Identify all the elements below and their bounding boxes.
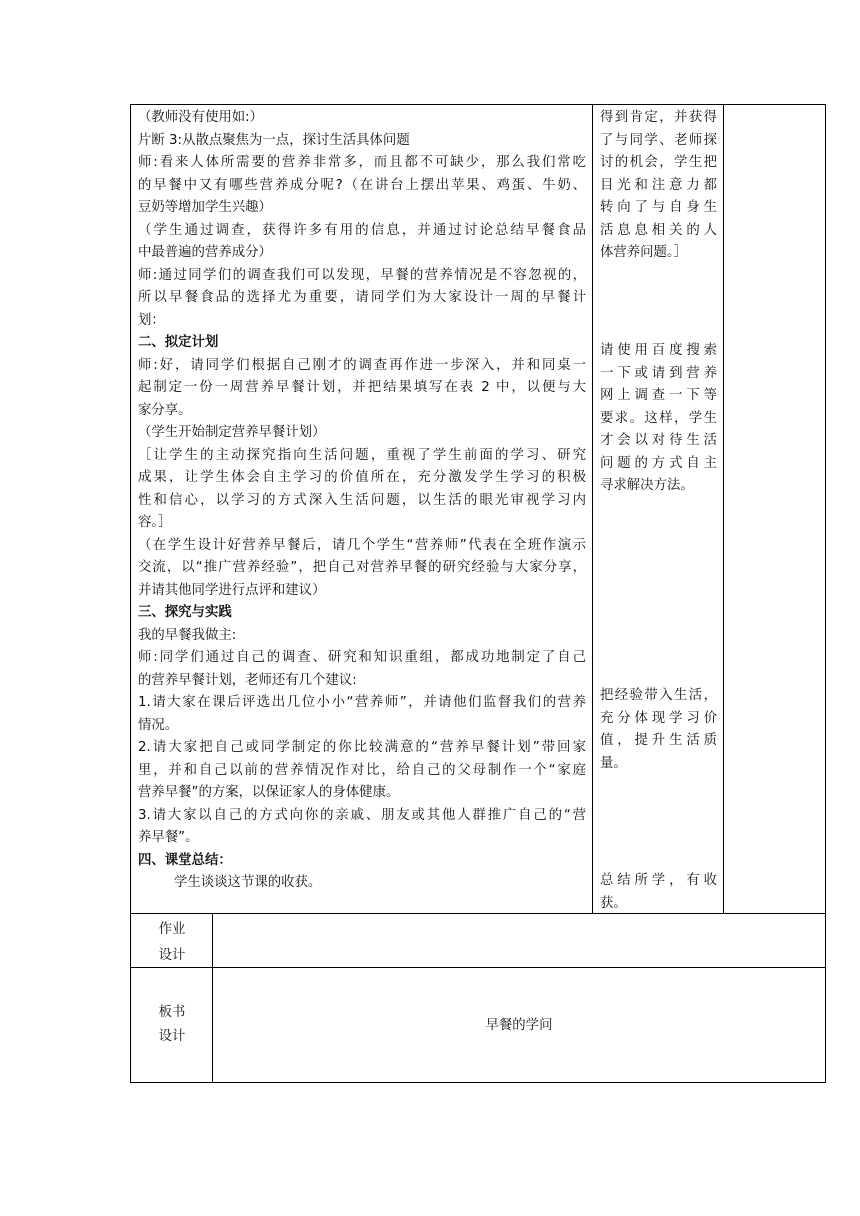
note-line: 要求。这样，学生 [600, 410, 717, 426]
process-line: 容。］ [138, 515, 172, 530]
teaching-process-row [130, 104, 826, 914]
note-line: 总结所学，有收 [600, 873, 717, 888]
note-line: 充分体现学习价 [600, 710, 717, 726]
note-line: 了与同学、老师探 [600, 132, 717, 148]
note-line: 转向了与自身生 [600, 200, 717, 215]
process-line: 师:同学们通过自己的调查、研究和知识重组，都成功地制定了自己 [138, 650, 586, 665]
note-line: 体营养问题。］ [600, 245, 688, 260]
process-line: 2.请大家把自己或同学制定的你比较满意的“营养早餐计划”带回家 [138, 740, 586, 755]
board-title: 早餐的学问 [485, 1018, 553, 1033]
note-line: 量。 [600, 755, 627, 771]
design-intent-cell [593, 105, 724, 913]
note-line: 得到肯定，并获得 [600, 110, 717, 125]
section-heading: 三、探究与实践 [138, 605, 232, 620]
process-line: （教师没有使用如:） [138, 110, 264, 125]
note-line: 寻求解决方法。 [600, 478, 694, 493]
note-line: 问题的方式自主 [600, 455, 717, 471]
note-line: 网上调查一下等 [600, 388, 717, 403]
process-line: 所以早餐食品的选择尤为重要，请同学们为大家设计一周的早餐计 [138, 290, 586, 305]
process-line: 的营养早餐计划，老师还有几个建议: [138, 672, 357, 688]
board-label-cell [131, 968, 213, 1082]
design-note-1 [600, 107, 717, 265]
design-note-3 [600, 685, 717, 775]
process-line: 我的早餐我做主: [138, 627, 237, 643]
blank-column-cell [724, 105, 825, 913]
process-line: 师:好，请同学们根据自己刚才的调查再作进一步深入，并和同桌一 [138, 357, 586, 373]
process-line: 成果，让学生体会自主学习的价值所在，充分激发学生学习的积极 [138, 470, 586, 485]
process-line: 片断 3:从散点聚焦为一点，探讨生活具体问题 [138, 132, 410, 148]
process-line: 起制定一份一周营养早餐计划，并把结果填写在表 2 中，以便与大 [138, 380, 586, 395]
process-line: 交流，以“推广营养经验”，把自己对营养早餐的研究经验与大家分享， [138, 560, 586, 575]
note-line: 讨的机会，学生把 [600, 155, 717, 170]
note-line: 获。 [600, 895, 627, 911]
process-line: （学生通过调查，获得许多有用的信息，并通过讨论总结早餐食品 [138, 222, 586, 238]
board-label-line1: 板书 [158, 1005, 186, 1020]
process-line: 性和信心，以学习的方式深入生活问题，以生活的眼光审视学习内 [138, 492, 586, 508]
note-line: 请使用百度搜索 [600, 343, 717, 358]
process-line: （在学生设计好营养早餐后，请几个学生“营养师”代表在全班作演示 [138, 537, 586, 553]
process-line: 学生谈谈这节课的收获。 [174, 875, 322, 890]
section-heading: 四、课堂总结： [138, 852, 232, 868]
process-line: 养早餐”。 [138, 830, 199, 845]
section-heading: 二、拟定计划 [138, 335, 219, 350]
process-line: 家分享。 [138, 402, 192, 418]
process-line: 里，并和自己以前的营养情况作对比，给自己的父母制作一个“家庭 [138, 762, 586, 778]
process-line: 3.请大家以自己的方式向你的亲戚、朋友或其他人群推广自己的“营 [138, 807, 586, 823]
process-line: 豆奶等增加学生兴趣） [138, 200, 272, 215]
process-line: （学生开始制定营养早餐计划） [138, 425, 326, 440]
process-line: 的早餐中又有哪些营养成分呢?（在讲台上摆出苹果、鸡蛋、牛奶、 [138, 177, 586, 193]
homework-row [130, 913, 826, 968]
process-line: 1.请大家在课后评选出几位小小“营养师”，并请他们监督我们的营养 [138, 695, 586, 710]
design-note-4 [600, 870, 717, 915]
board-label-line2: 设计 [158, 1029, 186, 1044]
note-line: 把经验带入生活， [600, 688, 717, 703]
homework-label-cell [131, 914, 213, 967]
homework-label-line1: 作业 [158, 922, 186, 937]
note-line: 一下或请到营养 [600, 365, 717, 381]
process-line: 营养早餐”的方案，以保证家人的身体健康。 [138, 785, 400, 800]
process-line: 师:通过同学们的调查我们可以发现，早餐的营养情况是不容忽视的， [138, 267, 586, 283]
homework-label-line2: 设计 [158, 948, 186, 963]
process-line: 划： [138, 312, 165, 328]
process-line: 并请其他同学进行点评和建议） [138, 582, 326, 598]
process-line: 中最普遍的营养成分） [138, 245, 272, 260]
board-row [130, 967, 826, 1083]
process-line: ［让学生的主动探究指向生活问题，重视了学生前面的学习、研究 [138, 447, 586, 463]
teaching-process-cell [131, 105, 593, 913]
note-line: 目光和注意力都 [600, 177, 717, 193]
design-note-2 [600, 340, 717, 498]
process-line: 情况。 [138, 717, 179, 733]
process-line: 师:看来人体所需要的营养非常多，而且都不可缺少，那么我们常吃 [138, 155, 586, 170]
note-line: 值，提升生活质 [600, 733, 717, 748]
note-line: 活息息相关的人 [600, 222, 717, 238]
note-line: 才会以对待生活 [600, 433, 717, 448]
